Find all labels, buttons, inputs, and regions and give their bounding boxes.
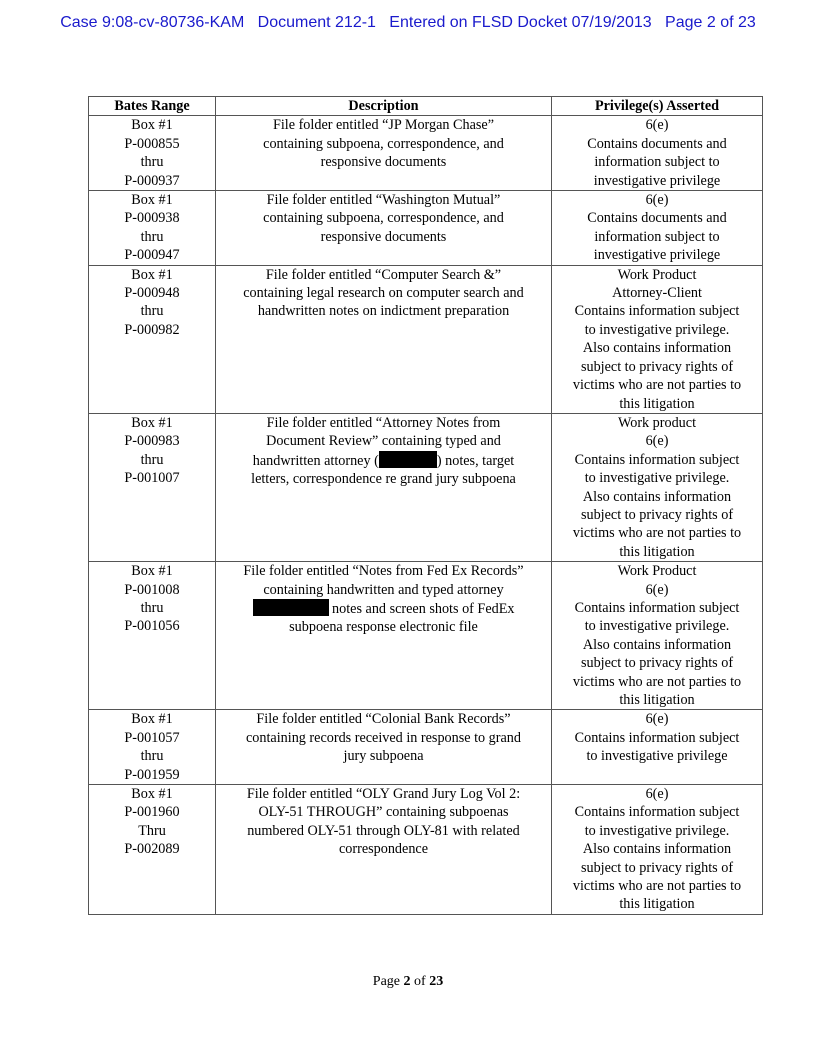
description-line: File folder entitled “Colonial Bank Records” xyxy=(256,711,511,728)
description-line: letters, correspondence re grand jury subpoena xyxy=(251,471,516,488)
bates-line: Box #1 xyxy=(131,266,173,283)
table-row xyxy=(89,116,763,191)
privilege-line: 6(e) xyxy=(645,117,669,134)
description-cell xyxy=(216,116,552,191)
description-cell xyxy=(216,562,552,710)
page-footer xyxy=(0,974,816,990)
privilege-line: to investigative privilege. xyxy=(584,618,730,635)
description-cell xyxy=(216,191,552,266)
bates-line: P-002089 xyxy=(124,841,180,858)
bates-line: Box #1 xyxy=(131,117,173,134)
privilege-line: Contains information subject xyxy=(574,729,740,746)
bates-line: Thru xyxy=(138,822,166,839)
description-line: File folder entitled “JP Morgan Chase” xyxy=(272,117,495,134)
description-fragment: handwritten attorney ( xyxy=(252,452,379,469)
footer-prefix: Page xyxy=(372,974,404,989)
table-header-row xyxy=(89,97,763,116)
bates-line: P-001008 xyxy=(124,581,180,598)
description-line: containing records received in response to grand xyxy=(246,729,521,746)
description-line: File folder entitled “Notes from Fed Ex Records” xyxy=(243,563,524,580)
description-cell xyxy=(216,265,552,413)
bates-line: thru xyxy=(140,748,164,765)
column-header-bates: Bates Range xyxy=(89,97,216,116)
description-line xyxy=(218,599,549,618)
privilege-line: victims who are not parties to xyxy=(572,673,742,690)
footer-page-total: 23 xyxy=(429,974,444,989)
bates-line: Box #1 xyxy=(131,414,173,431)
description-cell xyxy=(216,413,552,561)
privilege-line: information subject to xyxy=(594,228,720,245)
bates-line: P-000938 xyxy=(124,210,180,227)
privilege-line: Contains information subject xyxy=(574,303,740,320)
privilege-line: victims who are not parties to xyxy=(572,525,742,542)
bates-line: Box #1 xyxy=(131,711,173,728)
privilege-cell xyxy=(552,116,763,191)
privilege-cell xyxy=(552,191,763,266)
bates-line: thru xyxy=(140,154,164,171)
privilege-line: Contains information subject xyxy=(574,451,740,468)
docket-header xyxy=(0,14,816,32)
privilege-cell xyxy=(552,785,763,915)
privilege-line: Also contains information xyxy=(582,841,732,858)
bates-line: thru xyxy=(140,303,164,320)
document-number: Document 212-1 xyxy=(257,14,376,31)
case-number: Case 9:08-cv-80736-KAM xyxy=(60,14,245,31)
table-row xyxy=(89,562,763,710)
description-line: subpoena response electronic file xyxy=(289,619,478,636)
description-line: containing subpoena, correspondence, and xyxy=(263,135,504,152)
privilege-cell xyxy=(552,413,763,561)
privilege-line: subject to privacy rights of xyxy=(580,358,734,375)
bates-cell xyxy=(89,413,216,561)
description-line: responsive documents xyxy=(320,154,447,171)
table-row xyxy=(89,191,763,266)
privilege-line: subject to privacy rights of xyxy=(580,655,734,672)
privilege-line: this litigation xyxy=(619,896,695,913)
privilege-line: subject to privacy rights of xyxy=(580,859,734,876)
privilege-line: to investigative privilege. xyxy=(584,822,730,839)
privilege-line: 6(e) xyxy=(645,581,669,598)
privilege-line: 6(e) xyxy=(645,711,669,728)
redaction-block xyxy=(379,451,437,468)
privilege-line: Attorney-Client xyxy=(612,285,702,302)
bates-line: thru xyxy=(140,451,164,468)
privilege-line: 6(e) xyxy=(645,786,669,803)
bates-line: P-001959 xyxy=(124,766,180,783)
description-line: jury subpoena xyxy=(343,748,424,765)
header-page: Page 2 of 23 xyxy=(665,14,756,31)
privilege-line: information subject to xyxy=(594,154,720,171)
privilege-line: to investigative privilege. xyxy=(584,321,730,338)
bates-line: P-000948 xyxy=(124,285,180,302)
privilege-line: this litigation xyxy=(619,543,695,560)
bates-line: P-000983 xyxy=(124,433,180,450)
description-line: correspondence xyxy=(338,841,429,858)
description-line: File folder entitled “Washington Mutual” xyxy=(266,192,501,209)
description-cell xyxy=(216,710,552,785)
privilege-line: Contains information subject xyxy=(574,804,740,821)
bates-line: P-000937 xyxy=(124,172,180,189)
table-row xyxy=(89,265,763,413)
description-line: File folder entitled “Computer Search &” xyxy=(265,266,502,283)
privilege-line: Also contains information xyxy=(582,488,732,505)
privilege-line: Work Product xyxy=(617,266,697,283)
footer-of: of xyxy=(410,974,430,989)
description-line: File folder entitled “Attorney Notes from xyxy=(266,414,501,431)
description-line: numbered OLY-51 through OLY-81 with related xyxy=(247,822,520,839)
description-line: OLY-51 THROUGH” containing subpoenas xyxy=(258,804,509,821)
bates-cell xyxy=(89,116,216,191)
privilege-line: 6(e) xyxy=(645,433,669,450)
description-fragment: ) notes, target xyxy=(436,452,515,469)
docket-entry: Entered on FLSD Docket 07/19/2013 xyxy=(389,14,652,31)
table-row xyxy=(89,785,763,915)
privilege-line: to investigative privilege xyxy=(586,748,728,765)
bates-line: P-001960 xyxy=(124,804,180,821)
redaction-block xyxy=(253,599,329,616)
privilege-line: this litigation xyxy=(619,692,695,708)
privilege-cell xyxy=(552,562,763,710)
privilege-line: Contains documents and xyxy=(587,135,727,152)
privilege-line: Contains information subject xyxy=(574,599,740,616)
bates-line: P-001056 xyxy=(124,618,180,635)
description-fragment: notes and screen shots of FedEx xyxy=(332,600,515,617)
bates-line: P-000947 xyxy=(124,247,180,264)
privilege-line: investigative privilege xyxy=(593,247,721,264)
bates-line: Box #1 xyxy=(131,563,173,580)
bates-line: P-001057 xyxy=(124,729,180,746)
table-row xyxy=(89,413,763,561)
privilege-line: subject to privacy rights of xyxy=(580,506,734,523)
bates-line: Box #1 xyxy=(131,786,173,803)
bates-line: P-000855 xyxy=(124,135,180,152)
bates-line: thru xyxy=(140,599,164,616)
bates-line: P-000982 xyxy=(124,321,180,338)
bates-cell xyxy=(89,265,216,413)
privilege-line: victims who are not parties to xyxy=(572,377,742,394)
footer-page-number: 2 xyxy=(403,974,411,989)
description-line: handwritten notes on indictment preparation xyxy=(257,303,510,320)
privilege-line: 6(e) xyxy=(645,192,669,209)
privilege-line: victims who are not parties to xyxy=(572,878,742,895)
table-row xyxy=(89,710,763,785)
privilege-line: Also contains information xyxy=(582,340,732,357)
description-line: Document Review” containing typed and xyxy=(266,433,501,450)
privilege-line: Contains documents and xyxy=(587,210,727,227)
bates-line: thru xyxy=(140,228,164,245)
description-line: containing legal research on computer search and xyxy=(243,285,524,302)
bates-line: Box #1 xyxy=(131,192,173,209)
bates-cell xyxy=(89,710,216,785)
privilege-line: Work product xyxy=(617,414,697,431)
description-line: containing subpoena, correspondence, and xyxy=(263,210,504,227)
column-header-privilege: Privilege(s) Asserted xyxy=(552,97,763,116)
bates-cell xyxy=(89,785,216,915)
privilege-line: investigative privilege xyxy=(593,172,721,189)
description-line: containing handwritten and typed attorney xyxy=(263,581,504,598)
privilege-line: to investigative privilege. xyxy=(584,470,730,487)
description-line xyxy=(218,451,549,470)
description-cell xyxy=(216,785,552,915)
description-line: File folder entitled “OLY Grand Jury Log Vol 2: xyxy=(246,786,521,803)
privilege-cell xyxy=(552,710,763,785)
privilege-cell xyxy=(552,265,763,413)
privilege-line: this litigation xyxy=(619,395,695,412)
bates-line: P-001007 xyxy=(124,470,180,487)
description-line: responsive documents xyxy=(320,228,447,245)
column-header-description: Description xyxy=(216,97,552,116)
privilege-log-table xyxy=(88,96,763,915)
privilege-line: Work Product xyxy=(617,563,697,580)
privilege-line: Also contains information xyxy=(582,636,732,653)
bates-cell xyxy=(89,191,216,266)
bates-cell xyxy=(89,562,216,710)
